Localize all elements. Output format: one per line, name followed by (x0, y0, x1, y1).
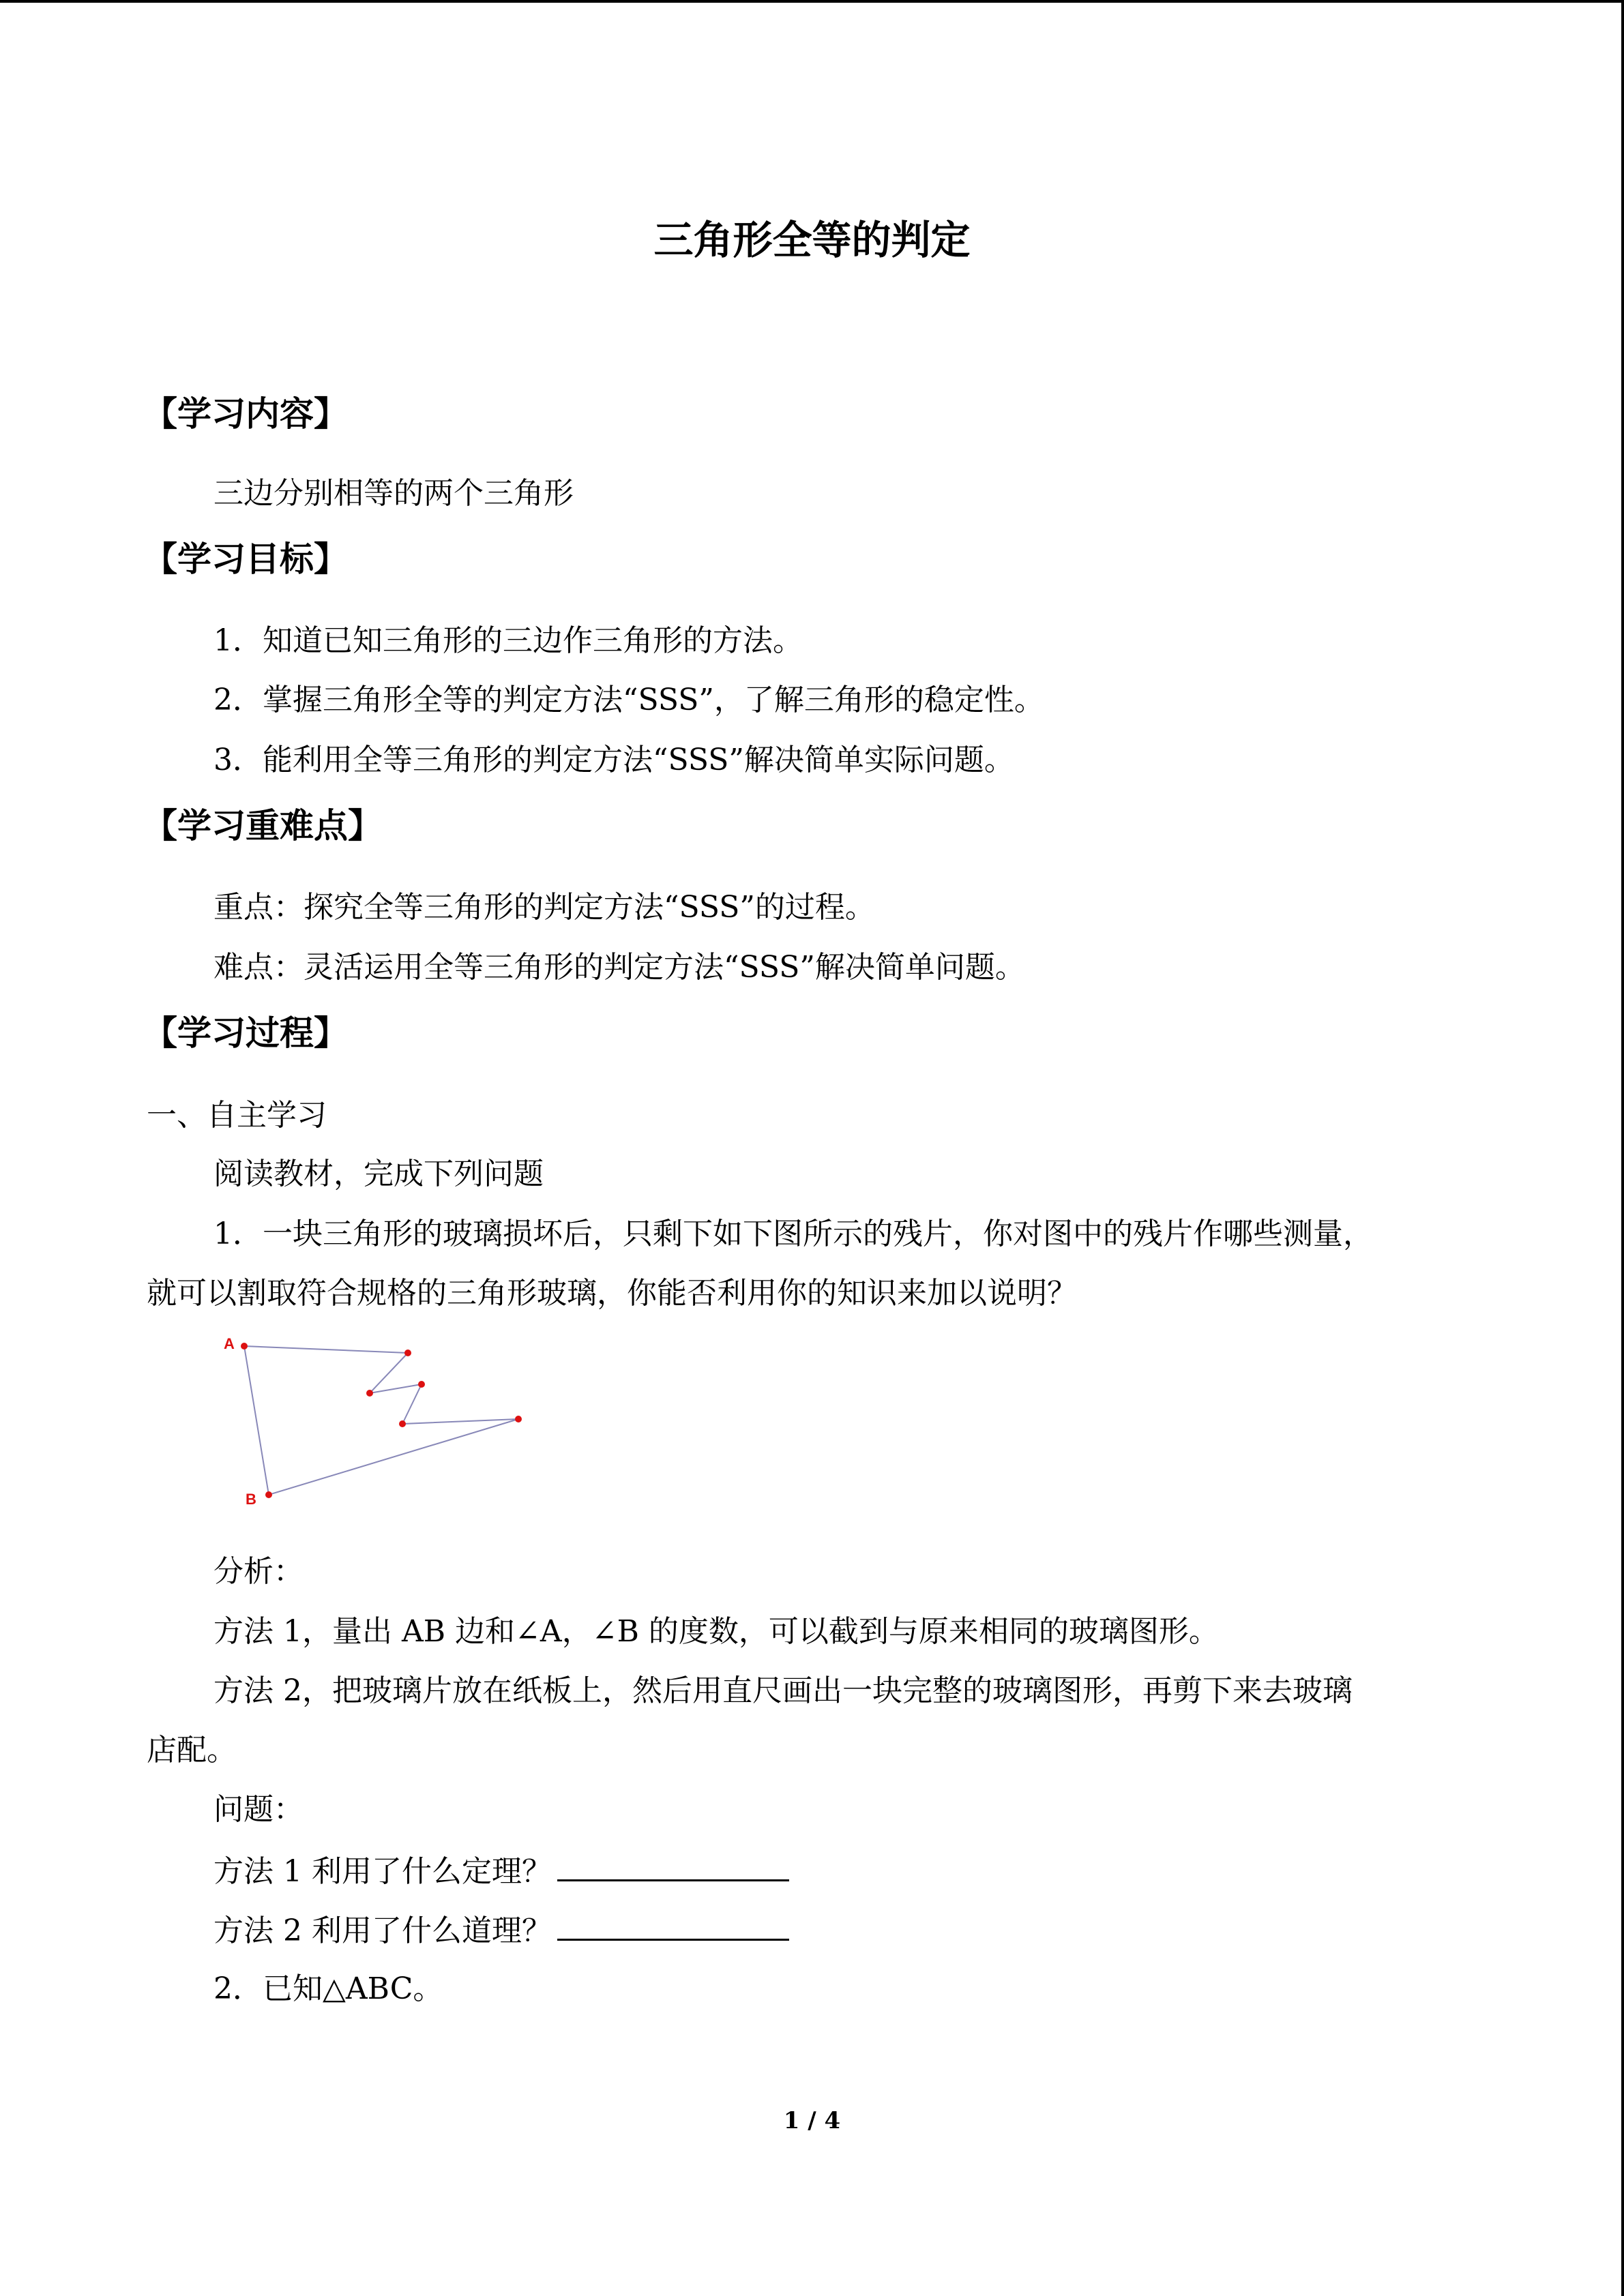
question-2-text: 2．已知△ABC。 (213, 1971, 443, 2006)
content-text: 三边分别相等的两个三角形 (213, 476, 574, 511)
broken-glass-figure (211, 1326, 532, 1510)
question-1-line-2: 就可以割取符合规格的三角形玻璃，你能否利用你的知识来加以说明？ (147, 1276, 1077, 1311)
page-title: 三角形全等的判定 (653, 217, 971, 263)
question-method-2-text: 方法 2 利用了什么道理？ (213, 1913, 552, 1948)
question-method-1 (213, 1849, 789, 1892)
glass-fragment-outline (244, 1346, 518, 1495)
page-number: 1 / 4 (783, 2107, 841, 2134)
question-label: 问题： (213, 1792, 304, 1827)
key-point-item: 重点：探究全等三角形的判定方法“SSS”的过程。 (213, 890, 875, 925)
key-point-item: 难点：灵活运用全等三角形的判定方法“SSS”解决简单问题。 (213, 950, 1025, 985)
vertex-point (404, 1350, 411, 1356)
answer-blank-1[interactable] (557, 1849, 789, 1881)
vertex-point (241, 1343, 248, 1350)
method-1-text: 方法 1，量出 AB 边和∠A，∠B 的度数，可以截到与原来相同的玻璃图形。 (213, 1614, 1219, 1649)
goal-item: 2．掌握三角形全等的判定方法“SSS”，了解三角形的稳定性。 (213, 683, 1044, 717)
method-2-line-1: 方法 2，把玻璃片放在纸板上，然后用直尺画出一块完整的玻璃图形，再剪下来去玻璃 (213, 1673, 1353, 1708)
figure-label-a: A (224, 1335, 235, 1352)
intro-text: 阅读教材，完成下列问题 (213, 1157, 544, 1191)
vertex-point (366, 1390, 373, 1397)
section-heading-key-points: 【学习重难点】 (143, 806, 382, 846)
method-2-line-2: 店配。 (147, 1733, 237, 1768)
question-method-2 (213, 1909, 789, 1952)
question-method-1-text: 方法 1 利用了什么定理？ (213, 1854, 552, 1889)
vertex-point (265, 1491, 272, 1498)
section-heading-content: 【学习内容】 (143, 394, 348, 434)
section-heading-process: 【学习过程】 (143, 1013, 348, 1053)
figure-label-b: B (246, 1491, 256, 1508)
analysis-label: 分析： (213, 1554, 304, 1589)
section-heading-goals: 【学习目标】 (143, 539, 348, 579)
answer-blank-2[interactable] (557, 1909, 789, 1941)
goal-item: 1．知道已知三角形的三边作三角形的方法。 (213, 623, 803, 658)
vertex-point (418, 1381, 425, 1388)
part-title: 一、自主学习 (147, 1098, 327, 1133)
vertex-point (515, 1416, 522, 1422)
goal-item: 3．能利用全等三角形的判定方法“SSS”解决简单实际问题。 (213, 743, 1014, 777)
question-1-line-1: 1．一块三角形的玻璃损坏后，只剩下如下图所示的残片，你对图中的残片作哪些测量， (213, 1217, 1373, 1251)
vertex-point (399, 1420, 406, 1427)
